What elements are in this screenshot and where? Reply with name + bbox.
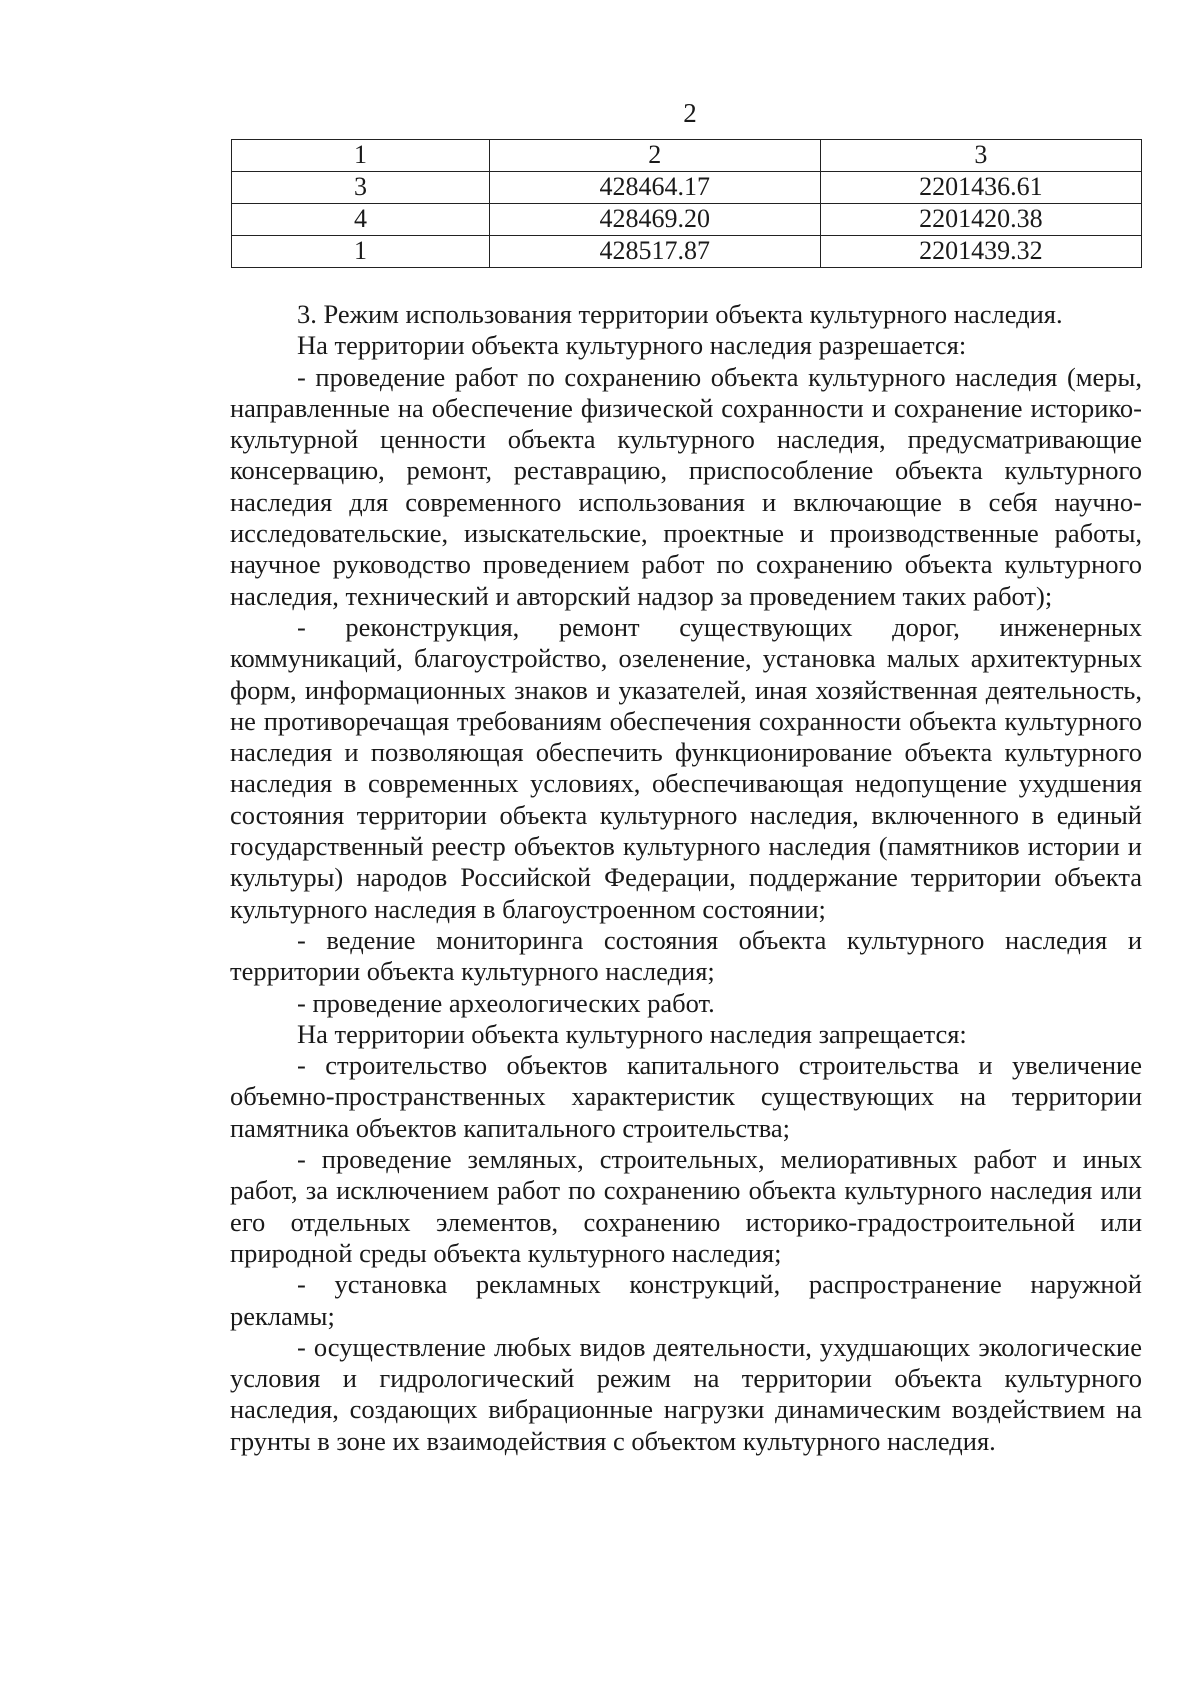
table-cell: 1 — [232, 236, 490, 268]
list-item: - установка рекламных конструкций, распространение наружной рекламы; — [230, 1269, 1142, 1331]
list-item: - проведение археологических работ. — [297, 987, 715, 1018]
list-item: - ведение мониторинга состояния объекта культурного наследия и территории объекта культурного наследия; — [230, 924, 1142, 987]
list-item: - проведение работ по сохранению объекта культурного наследия (меры, направленные на обеспечение физической сохранности и сохранение историко-культурной ценности объекта культурного наследия, предусматривающие консервацию, ремонт, реставрацию, приспособление объекта культурного наследия для современного использования и включающие в себя научно-исследовательские, изыскательские, проектные и производственные работы, научное руководство проведением работ по сохранению объекта культурного наследия, технический и авторский надзор за проведением таких работ); — [230, 361, 1142, 611]
table-row — [232, 236, 1142, 268]
table-cell: 428517.87 — [489, 236, 820, 268]
list-item: - реконструкция, ремонт существующих дорог, инженерных коммуникаций, благоустройство, озеленение, установка малых архитектурных форм, информационных знаков и указателей, иная хозяйственная деятельность, не противоречащая требованиям обеспечения сохранности объекта культурного наследия и позволяющая обеспечить функционирование объекта культурного наследия в современных условиях, обеспечивающая недопущение ухудшения состояния территории объекта культурного наследия, включенного в единый государственный реестр объектов культурного наследия (памятников истории и культуры) народов Российской Федерации, поддержание территории объекта культурного наследия в благоустроенном состоянии; — [230, 611, 1142, 924]
table-cell: 3 — [232, 172, 490, 204]
list-item: - строительство объектов капитального строительства и увеличение объемно-пространственных характеристик существующих на территории памятника объектов капитального строительства; — [230, 1050, 1142, 1143]
table-row — [232, 172, 1142, 204]
table-cell: 2201420.38 — [820, 204, 1141, 236]
table-row — [232, 204, 1142, 236]
table-cell: 2201436.61 — [820, 172, 1141, 204]
table-cell: 428469.20 — [489, 204, 820, 236]
table-header-row — [232, 140, 1142, 172]
document-body — [230, 299, 1142, 1457]
paragraph-prohibited-intro: На территории объекта культурного наследия запрещается: — [297, 1018, 967, 1049]
list-item: - проведение земляных, строительных, мелиоративных работ и иных работ, за исключением работ по сохранению объекта культурного наследия или его отдельных элементов, сохранению историко-градостроительной или природной среды объекта культурного наследия; — [230, 1144, 1142, 1268]
coordinates-table — [231, 139, 1142, 268]
table-header-cell: 3 — [820, 140, 1141, 172]
table-header-cell: 1 — [232, 140, 490, 172]
table-cell: 2201439.32 — [820, 236, 1141, 268]
table-cell: 428464.17 — [489, 172, 820, 204]
paragraph-allowed-intro: На территории объекта культурного наследия разрешается: — [297, 330, 967, 361]
table-cell: 4 — [232, 204, 490, 236]
table-header-cell: 2 — [489, 140, 820, 172]
section-heading: 3. Режим использования территории объекта культурного наследия. — [297, 299, 1063, 329]
list-item: - осуществление любых видов деятельности, ухудшающих экологические условия и гидрологический режим на территории объекта культурного наследия, создающих вибрационные нагрузки динамическим воздействием на грунты в зоне их взаимодействия с объектом культурного наследия. — [230, 1331, 1142, 1456]
page-number: 2 — [683, 98, 697, 128]
